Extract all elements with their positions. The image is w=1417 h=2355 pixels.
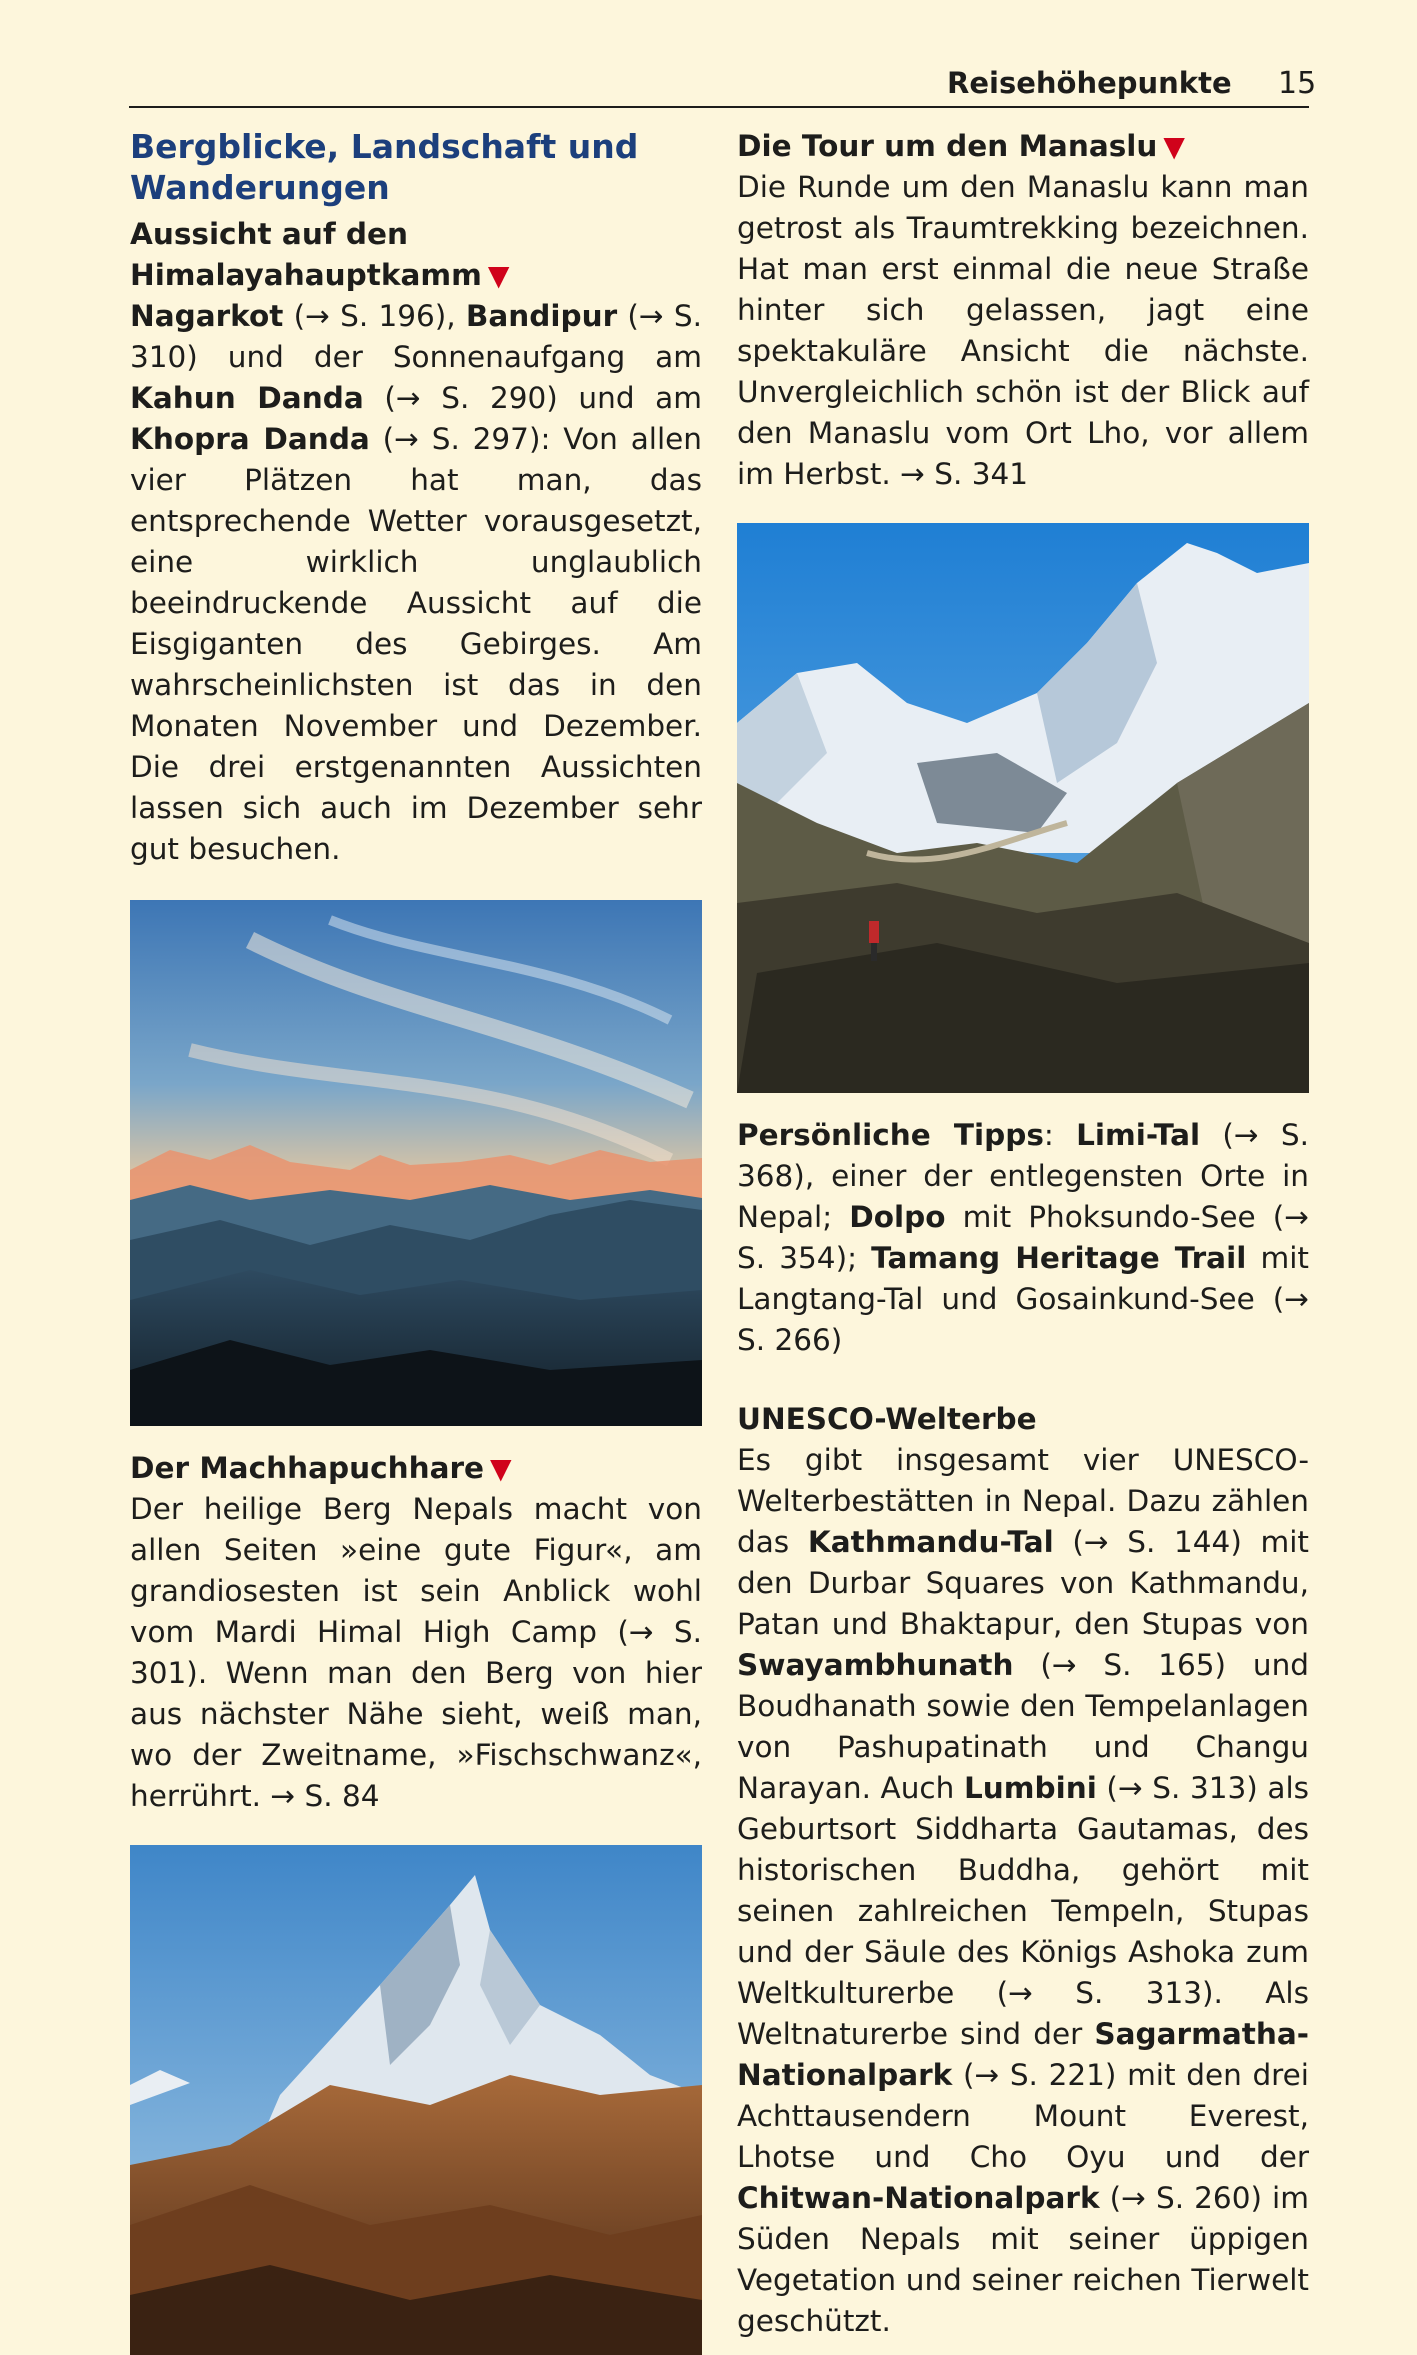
highlight-marker-icon: ▼ xyxy=(490,1452,512,1485)
header-rule xyxy=(129,106,1309,108)
place-kathmandu-tal: Kathmandu-Tal xyxy=(807,1525,1054,1559)
place-bandipur: Bandipur xyxy=(465,299,618,333)
place-swayambhunath: Swayambhunath xyxy=(737,1648,1014,1682)
running-header: Reisehöhepunkte xyxy=(947,66,1232,100)
machhapuchhare-heading xyxy=(130,1448,702,1489)
page-number: 15 xyxy=(1278,66,1317,101)
manaslu-heading-text: Die Tour um den Manaslu xyxy=(737,129,1158,163)
place-khopra-danda: Khopra Danda xyxy=(130,422,370,456)
left-column xyxy=(130,126,702,2355)
himalaya-paragraph: Nagarkot (→ S. 196), Bandipur (→ S. 310) und der Sonnenaufgang am Kahun Danda (→ S. 290) und am Khopra Danda (→ S. 297): Von allen vier Plätzen hat man, das entsprechende Wetter vorausgesetzt, eine wirklich unglaublich beeindruckende Aussicht auf die Eisgiganten des Gebirges. Am wahrscheinlichsten ist das in den Monaten November und Dezember. Die drei erstgenannten Aussichten lassen sich auch im Dezember sehr gut besuchen. xyxy=(130,299,703,866)
machhapuchhare-heading-text: Der Machhapuchhare xyxy=(130,1451,485,1485)
highlight-marker-icon: ▼ xyxy=(1163,130,1185,163)
himalaya-heading xyxy=(130,214,702,296)
place-dolpo: Dolpo xyxy=(849,1200,946,1234)
manaslu-paragraph: Die Runde um den Manaslu kann man getrost als Traumtrekking bezeichnen. Hat man erst einmal die neue Straße hinter sich gelassen, jagt eine spektakuläre Ansicht die nächste. Unvergleichlich schön ist der Blick auf den Manaslu vom Ort Lho, vor allem im Herbst. → S. 341 xyxy=(737,170,1309,491)
place-nagarkot: Nagarkot xyxy=(130,299,284,333)
photo-machhapuchhare xyxy=(130,1845,702,2355)
place-limi-tal: Limi-Tal xyxy=(1076,1118,1201,1152)
photo-himalaya-sunrise xyxy=(130,900,702,1426)
place-chitwan: Chitwan-Nationalpark xyxy=(737,2181,1100,2215)
section-title: Bergblicke, Landschaft und Wanderungen xyxy=(130,127,639,207)
highlight-marker-icon: ▼ xyxy=(487,259,510,292)
photo-manaslu xyxy=(737,523,1309,1093)
right-column xyxy=(737,126,1309,2342)
place-kahun-danda: Kahun Danda xyxy=(130,381,364,415)
tips-label: Persönliche Tipps xyxy=(737,1118,1044,1152)
place-tamang-heritage-trail: Tamang Heritage Trail xyxy=(871,1241,1247,1275)
manaslu-heading xyxy=(737,126,1309,167)
himalaya-heading-text: Aussicht auf den Himalayahauptkamm xyxy=(130,217,482,292)
unesco-paragraph: Es gibt insgesamt vier UNESCO-Welterbestätten in Nepal. Dazu zählen das Kathmandu-Tal (→ S. 144) mit den Durbar Squares von Kathmandu, Patan und Bhaktapur, den Stupas von Swayambhunath (→ S. 165) und Boudhanath sowie den Tempelanlagen von Pashupatinath und Changu Narayan. Auch Lumbini (→ S. 313) als Geburtsort Siddharta Gautamas, des historischen Buddha, gehört mit seinen zahlreichen Tempeln, Stupas und der Säule des Königs Ashoka zum Weltkulturerbe (→ S. 313). Als Weltnaturerbe sind der Sagarmatha-Nationalpark (→ S. 221) mit den drei Achttausendern Mount Everest, Lhotse und Cho Oyu und der Chitwan-Nationalpark (→ S. 260) im Süden Nepals mit seiner üppigen Vegetation und seiner reichen Tierwelt geschützt. xyxy=(737,1443,1310,2338)
machhapuchhare-paragraph: Der heilige Berg Nepals macht von allen Seiten »eine gute Figur«, am grandiosesten ist sein Anblick wohl vom Mardi Himal High Camp (→ S. 301). Wenn man den Berg von hier aus nächster Nähe sieht, weiß man, wo der Zweitname, »Fischschwanz«, herrührt. → S. 84 xyxy=(130,1492,702,1813)
tips-paragraph: Persönliche Tipps: Limi-Tal (→ S. 368), einer der entlegensten Orte in Nepal; Dolpo mit Phoksundo-See (→ S. 354); Tamang Heritage Trail mit Langtang-Tal und Gosainkund-See (→ S. 266) xyxy=(737,1118,1309,1357)
place-lumbini: Lumbini xyxy=(963,1771,1097,1805)
place-sagarmatha: Sagarmatha-Nationalpark xyxy=(737,2017,1309,2092)
unesco-heading: UNESCO-Welterbe xyxy=(737,1402,1037,1436)
